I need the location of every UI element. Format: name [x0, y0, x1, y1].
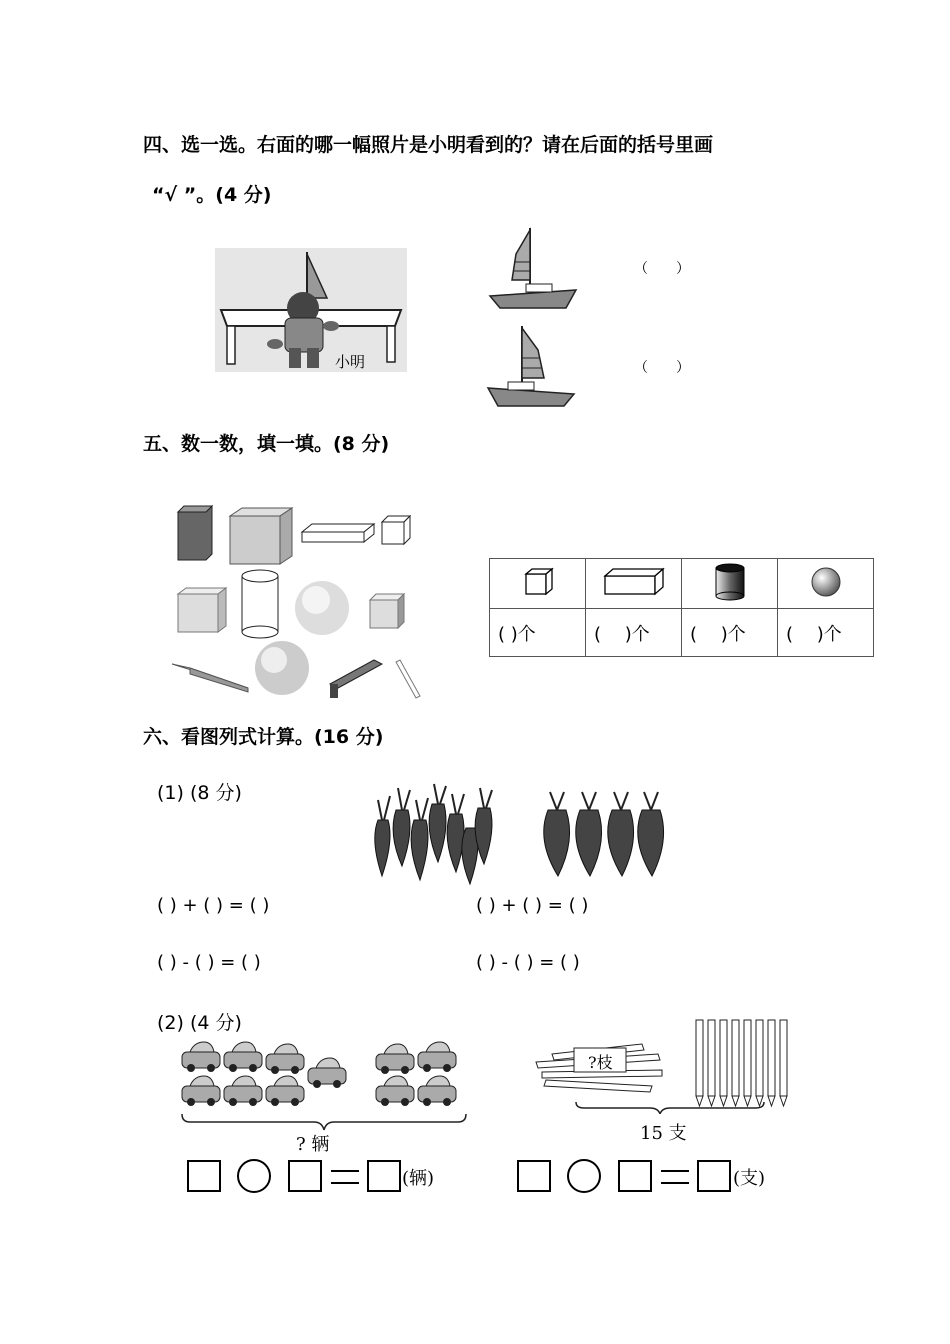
eq-add-left[interactable]: ( ) + ( ) = ( ) — [157, 895, 270, 916]
sphere-icon — [810, 566, 842, 598]
cars-answer-box-2[interactable] — [288, 1160, 322, 1192]
boat-option-top-blank[interactable]: （ ） — [634, 261, 690, 277]
boat-option-bottom-picture — [486, 322, 578, 410]
cylinder-count-blank[interactable]: ( )个 — [682, 609, 778, 657]
pencils-picture — [532, 1014, 794, 1114]
eq-sub-left[interactable]: ( ) - ( ) = ( ) — [157, 952, 261, 973]
cube-icon — [522, 566, 554, 598]
cube-count-blank[interactable]: ( )个 — [490, 609, 586, 657]
boat-option-bottom-blank[interactable]: （ ） — [634, 360, 690, 376]
eq-add-right[interactable]: ( ) + ( ) = ( ) — [476, 895, 589, 916]
cars-picture — [178, 1036, 468, 1136]
solid-shapes-picture — [168, 502, 432, 704]
cars-answer-box-result[interactable] — [367, 1160, 401, 1192]
q4-title: 四、选一选。右面的哪一幅照片是小明看到的？请在后面的括号里画 — [143, 134, 714, 156]
cylinder-header — [682, 559, 778, 609]
boat-option-top-picture — [486, 224, 578, 312]
xiaoming-label: 小明 — [335, 353, 366, 371]
q6-title: 六、看图列式计算。(16 分) — [143, 726, 384, 748]
count-table — [489, 558, 874, 657]
cuboid-header — [586, 559, 682, 609]
cuboid-count-blank[interactable]: ( )个 — [586, 609, 682, 657]
pencils-unit: (支) — [733, 1168, 766, 1189]
cars-answer-box-1[interactable] — [187, 1160, 221, 1192]
eq-sub-right[interactable]: ( ) - ( ) = ( ) — [476, 952, 580, 973]
pencils-answer-box-2[interactable] — [618, 1160, 652, 1192]
cuboid-icon — [603, 567, 665, 597]
cars-equals-sign — [331, 1170, 359, 1184]
sphere-count-blank[interactable]: ( )个 — [778, 609, 874, 657]
carrots-picture — [368, 780, 678, 888]
cube-header — [490, 559, 586, 609]
cars-operator-circle[interactable] — [237, 1159, 271, 1193]
pencils-caption: 15 支 — [640, 1123, 687, 1144]
xiaoming-table-picture — [215, 248, 407, 372]
q6-part2-label: (2) (4 分) — [157, 1012, 242, 1034]
pencils-tag: ?枝 — [588, 1053, 613, 1072]
cylinder-icon — [714, 562, 746, 602]
pencils-answer-box-result[interactable] — [697, 1160, 731, 1192]
sphere-header — [778, 559, 874, 609]
pencils-equals-sign — [661, 1170, 689, 1184]
q6-part1-label: (1) (8 分) — [157, 782, 242, 804]
q5-title: 五、数一数，填一填。(8 分) — [143, 433, 390, 455]
pencils-operator-circle[interactable] — [567, 1159, 601, 1193]
q4-title-line2: “√ ”。(4 分) — [152, 184, 272, 206]
cars-caption: ? 辆 — [296, 1134, 330, 1155]
cars-unit: (辆) — [402, 1168, 435, 1189]
pencils-answer-box-1[interactable] — [517, 1160, 551, 1192]
